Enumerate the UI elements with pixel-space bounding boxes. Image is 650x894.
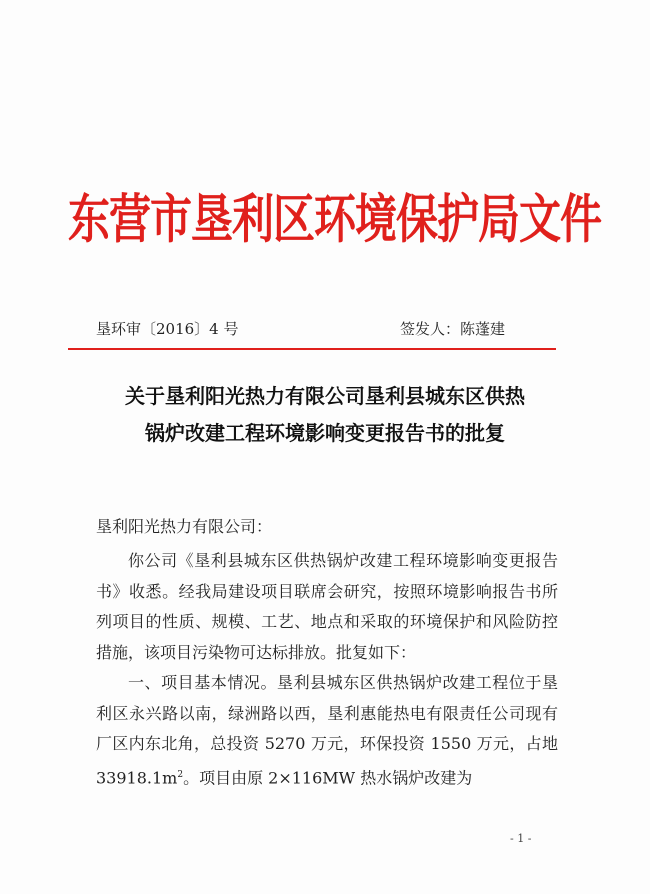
area-unit-superscript: 2 (177, 769, 184, 780)
document-title (60, 378, 590, 452)
signer: 签发人：陈蓬建 (400, 320, 506, 338)
body-paragraph-1: 你公司《垦利县城东区供热锅炉改建工程环境影响变更报告书》收悉。经我局建设项目联席会研究，按照环境影响报告书所列项目的性质、规模、工艺、地点和采取的环境保护和风险防控措施，该项目污染物可达标排放。批复如下： (96, 551, 558, 662)
issuer-red-header: 东营市垦利区环境保护局文件 (68, 188, 602, 250)
red-divider-line (68, 348, 556, 350)
page-number: - 1 - (510, 832, 532, 845)
body-paragraph-2-part-1: 一、项目基本情况。垦利县城东区供热锅炉改建工程位于垦利区永兴路以南，绿洲路以西，垦利惠能热电有限责任公司现有厂区内东北角，总投资 5270 万元，环保投资 1550 万元，占地 33918.1m (96, 673, 558, 787)
body-text (96, 546, 558, 793)
body-paragraph-2-part-2: 。项目由原 2×116MW 热水锅炉改建为 (183, 767, 473, 787)
document-title-line-2: 锅炉改建工程环境影响变更报告书的批复 (145, 421, 505, 445)
body-paragraph-2 (96, 668, 558, 793)
addressee: 垦利阳光热力有限公司： (96, 517, 273, 536)
document-title-line-1: 关于垦利阳光热力有限公司垦利县城东区供热 (125, 384, 525, 408)
document-number: 垦环审〔2016〕4 号 (96, 320, 239, 338)
